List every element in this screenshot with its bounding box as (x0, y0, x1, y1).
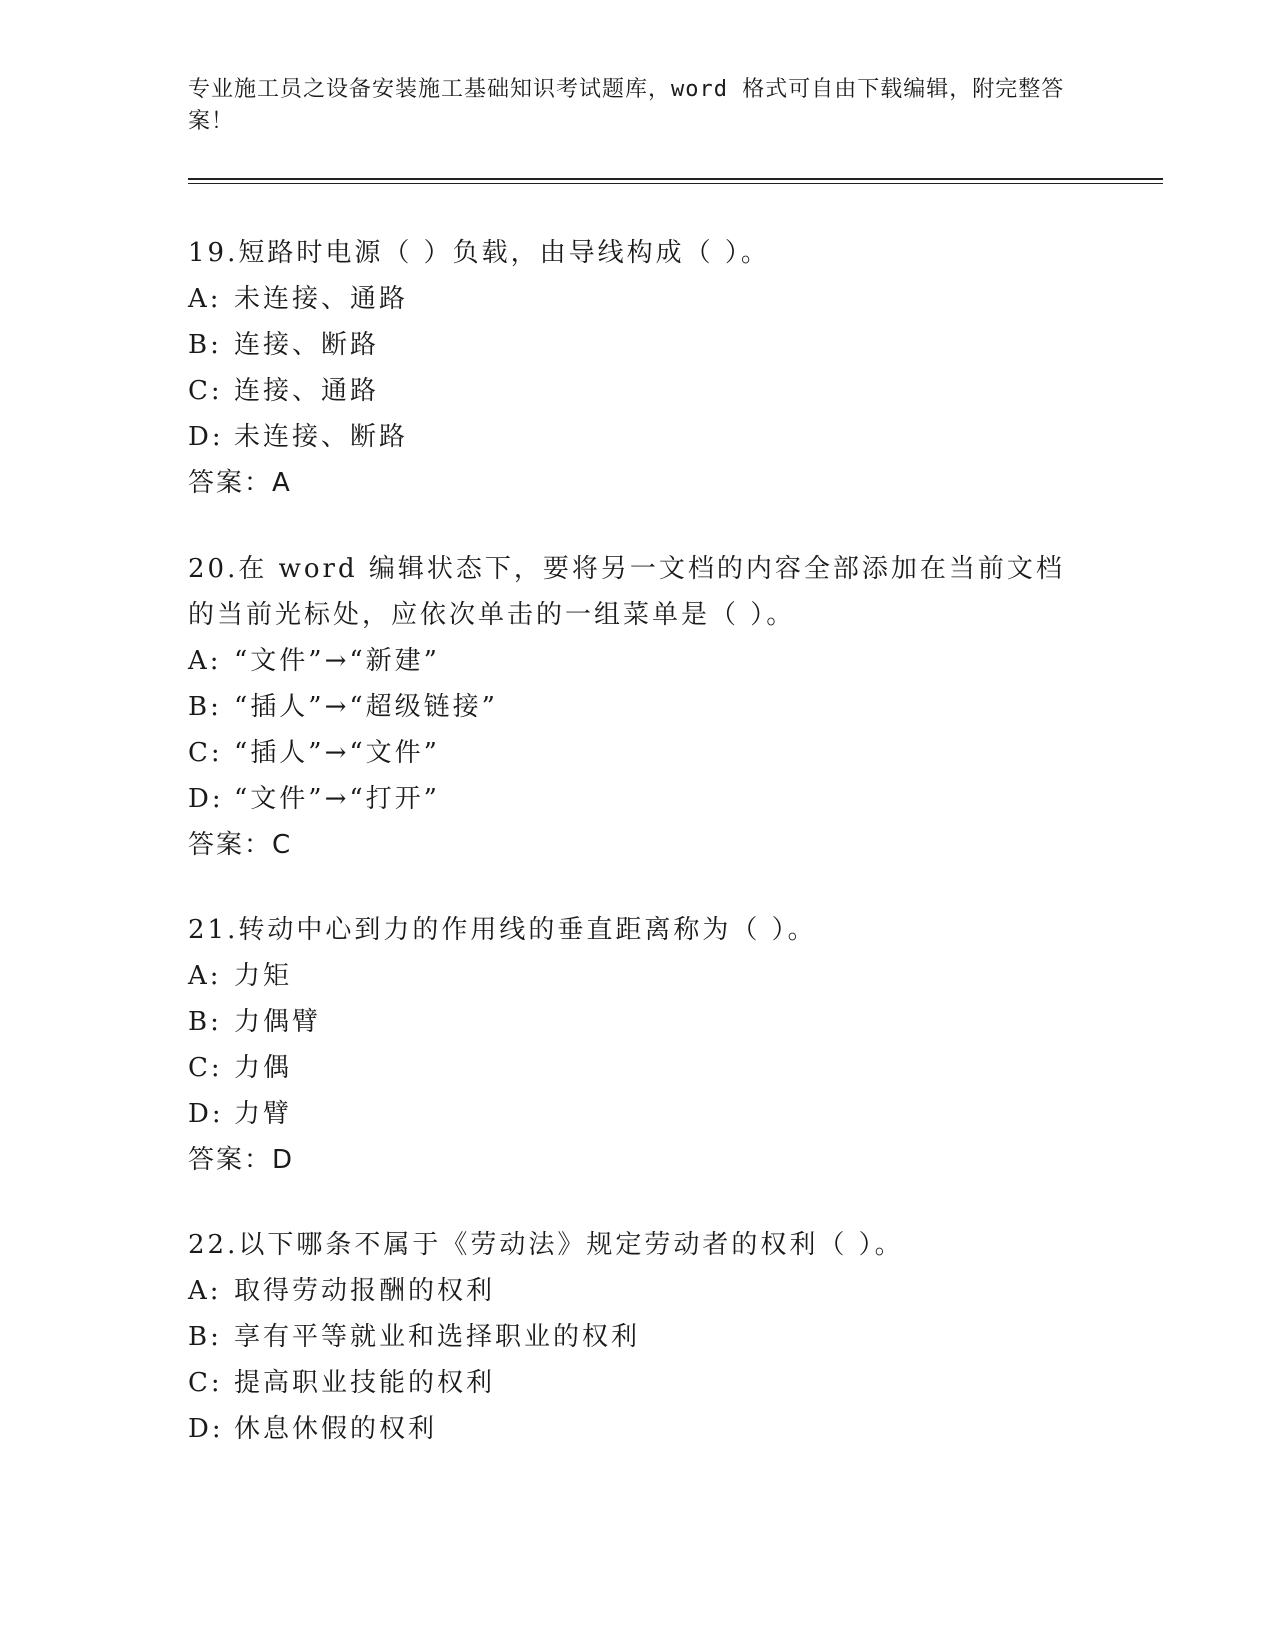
answer-line: 答案：D (188, 1145, 295, 1175)
option-a (188, 953, 1088, 999)
option-text: “文件”→“打开” (234, 784, 440, 814)
option-key: C: (188, 1053, 223, 1083)
option-key: B: (188, 1322, 222, 1352)
option-text: 未连接、通路 (234, 284, 409, 314)
question-19 (188, 230, 1088, 506)
option-key: A: (188, 284, 222, 314)
header-divider-thin (188, 183, 1163, 184)
option-key: D: (188, 1099, 224, 1129)
option-text: 力矩 (234, 961, 293, 991)
option-text: 连接、通路 (234, 376, 380, 406)
option-key: A: (188, 646, 222, 676)
option-a (188, 276, 1088, 322)
question-stem: 20.在 word 编辑状态下，要将另一文档的内容全部添加在当前文档的当前光标处，应依次单击的一组菜单是（ ）。 (188, 554, 1065, 630)
question-stem: 19.短路时电源（ ）负载，由导线构成（ ）。 (188, 238, 770, 268)
question-22 (188, 1222, 1088, 1452)
option-d (188, 776, 1088, 822)
option-c (188, 1360, 1088, 1406)
option-a (188, 638, 1088, 684)
option-text: 未连接、断路 (234, 422, 409, 452)
question-21 (188, 907, 1088, 1183)
option-d (188, 1406, 1088, 1452)
question-stem: 21.转动中心到力的作用线的垂直距离称为（ ）。 (188, 915, 817, 945)
option-b (188, 322, 1088, 368)
option-key: A: (188, 961, 222, 991)
answer-line: 答案：C (188, 830, 293, 860)
option-key: B: (188, 692, 222, 722)
option-key: B: (188, 1007, 222, 1037)
option-text: 力偶臂 (234, 1007, 322, 1037)
document-header: 专业施工员之设备安装施工基础知识考试题库，word 格式可自由下载编辑，附完整答案！ (188, 77, 1065, 134)
option-b (188, 999, 1088, 1045)
option-text: 力臂 (234, 1099, 293, 1129)
option-d (188, 414, 1088, 460)
option-b (188, 1314, 1088, 1360)
question-20 (188, 546, 1088, 868)
option-text: 休息休假的权利 (234, 1414, 438, 1444)
option-key: C: (188, 738, 223, 768)
answer-line: 答案：A (188, 468, 292, 498)
option-a (188, 1268, 1088, 1314)
option-c (188, 368, 1088, 414)
option-b (188, 684, 1088, 730)
option-key: D: (188, 784, 224, 814)
option-text: “插人”→“文件” (234, 738, 440, 768)
option-key: B: (188, 330, 222, 360)
option-text: “文件”→“新建” (234, 646, 440, 676)
question-stem: 22.以下哪条不属于《劳动法》规定劳动者的权利（ ）。 (188, 1230, 904, 1260)
option-key: C: (188, 376, 223, 406)
option-key: D: (188, 1414, 224, 1444)
option-d (188, 1091, 1088, 1137)
option-text: 力偶 (234, 1053, 293, 1083)
option-c (188, 730, 1088, 776)
option-key: C: (188, 1368, 223, 1398)
header-divider-thick (188, 178, 1163, 180)
option-text: “插人”→“超级链接” (234, 692, 498, 722)
option-text: 享有平等就业和选择职业的权利 (234, 1322, 641, 1352)
option-key: A: (188, 1276, 222, 1306)
option-key: D: (188, 422, 224, 452)
option-c (188, 1045, 1088, 1091)
option-text: 提高职业技能的权利 (234, 1368, 496, 1398)
option-text: 连接、断路 (234, 330, 380, 360)
option-text: 取得劳动报酬的权利 (234, 1276, 496, 1306)
